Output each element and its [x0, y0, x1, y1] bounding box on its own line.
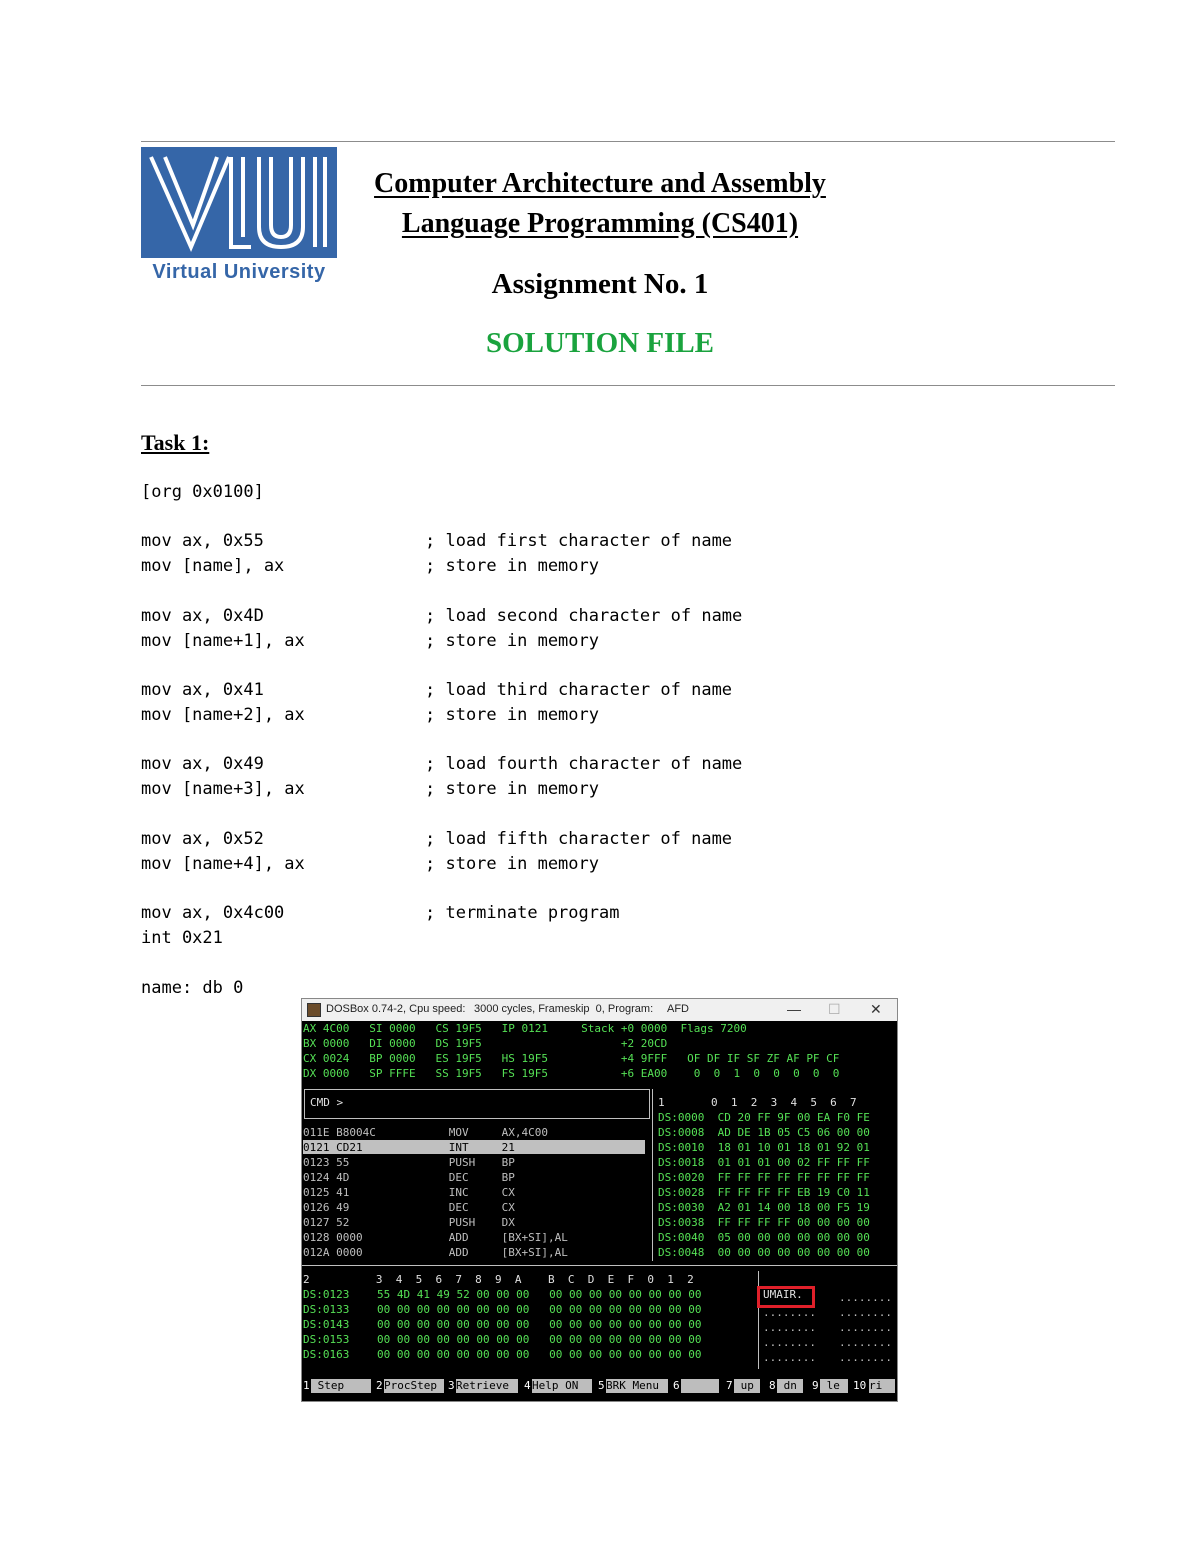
fkey-number: 5	[598, 1379, 605, 1392]
fkey-blank[interactable]	[681, 1379, 719, 1393]
fkey-number: 9	[812, 1379, 819, 1392]
code-comment: ; load first character of name	[425, 531, 733, 551]
code-comment: ; store in memory	[425, 779, 599, 799]
disasm-line: 0125 41 INC CX	[303, 1186, 515, 1199]
data-window-row: DS:0040 05 00 00 00 00 00 00 00	[658, 1231, 870, 1244]
code-line: mov [name+2], ax	[141, 705, 305, 725]
dosbox-app-icon	[307, 1003, 321, 1017]
data-window-row: DS:0028 FF FF FF FF EB 19 C0 11	[658, 1186, 870, 1199]
dosbox-window	[301, 998, 898, 1402]
data-declaration: name: db 0	[141, 978, 244, 998]
dump-hex: 00 00 00 00 00 00 00 00 00 00 00 00 00 00 00 00	[377, 1333, 702, 1346]
dump-address: DS:0163	[303, 1348, 350, 1361]
fkey-retrieve[interactable]: Retrieve	[456, 1379, 518, 1393]
org-directive: [org 0x0100]	[141, 482, 264, 502]
dump-ascii: ........	[763, 1336, 816, 1349]
close-button[interactable]: ✕	[870, 1001, 882, 1017]
dump-ascii: ........	[763, 1306, 816, 1319]
dump-address: DS:0133	[303, 1303, 350, 1316]
fkey-number: 10	[853, 1379, 867, 1392]
code-line: int 0x21	[141, 928, 223, 948]
fkey-brk-menu[interactable]: BRK Menu	[606, 1379, 668, 1393]
task-heading: Task 1:	[141, 430, 210, 455]
dump-ascii: ........	[839, 1351, 892, 1364]
register-line: BX 0000 DI 0000 DS 19F5 +2 20CD	[303, 1037, 668, 1050]
panel-divider	[652, 1089, 653, 1261]
dump-top-rule	[302, 1265, 897, 1266]
register-line: DX 0000 SP FFFE SS 19F5 FS 19F5 +6 EA00 0 0 1 0 0 0 0 0	[303, 1067, 840, 1080]
dump-hex: 55 4D 41 49 52 00 00 00 00 00 00 00 00 00 00 00	[377, 1288, 702, 1301]
minimize-button[interactable]: —	[787, 1001, 801, 1017]
dump-ascii: ........	[763, 1321, 816, 1334]
register-line: CX 0024 BP 0000 ES 19F5 HS 19F5 +4 9FFF OF DF IF SF ZF AF PF CF	[303, 1052, 840, 1065]
data-window-row: DS:0030 A2 01 14 00 18 00 F5 19	[658, 1201, 870, 1214]
fkey-left[interactable]: le	[820, 1379, 848, 1393]
code-line: mov ax, 0x49	[141, 754, 264, 774]
data-window-row: DS:0000 CD 20 FF 9F 00 EA F0 FE	[658, 1111, 870, 1124]
vu-logo-mark	[141, 147, 337, 258]
code-line: mov ax, 0x4c00	[141, 903, 285, 923]
data-window-row: DS:0008 AD DE 1B 05 C5 06 00 00	[658, 1126, 870, 1139]
code-comment: ; load third character of name	[425, 680, 733, 700]
code-line: mov [name], ax	[141, 556, 285, 576]
dump-ascii: ........	[839, 1321, 892, 1334]
code-comment: ; store in memory	[425, 631, 599, 651]
code-line: mov ax, 0x4D	[141, 606, 264, 626]
fkey-help[interactable]: Help ON	[532, 1379, 592, 1393]
disasm-line-current: 0121 CD21 INT 21	[303, 1141, 515, 1154]
fkey-number: 6	[673, 1379, 680, 1392]
dump-address: DS:0123	[303, 1288, 350, 1301]
dump-hex: 00 00 00 00 00 00 00 00 00 00 00 00 00 00 00 00	[377, 1303, 702, 1316]
dump-hex: 00 00 00 00 00 00 00 00 00 00 00 00 00 00 00 00	[377, 1348, 702, 1361]
fkey-number: 2	[376, 1379, 383, 1392]
dump-ascii: ........	[839, 1306, 892, 1319]
disasm-line: 0124 4D DEC BP	[303, 1171, 515, 1184]
code-line: mov [name+3], ax	[141, 779, 305, 799]
code-comment: ; store in memory	[425, 556, 599, 576]
code-comment: ; load second character of name	[425, 606, 743, 626]
fkey-down[interactable]: dn	[777, 1379, 803, 1393]
code-comment: ; terminate program	[425, 903, 620, 923]
code-line: mov ax, 0x55	[141, 531, 264, 551]
register-line: AX 4C00 SI 0000 CS 19F5 IP 0121 Stack +0 0000 Flags 7200	[303, 1022, 747, 1035]
fkey-number: 3	[448, 1379, 455, 1392]
disasm-line: 012A 0000 ADD [BX+SI],AL	[303, 1246, 568, 1259]
code-line: mov [name+1], ax	[141, 631, 305, 651]
data-window-header: 1 0 1 2 3 4 5 6 7	[658, 1096, 857, 1109]
code-comment: ; load fourth character of name	[425, 754, 743, 774]
fkey-step[interactable]: Step	[311, 1379, 371, 1393]
cmd-panel-frame	[304, 1089, 650, 1119]
disasm-line: 0128 0000 ADD [BX+SI],AL	[303, 1231, 568, 1244]
disasm-line: 0127 52 PUSH DX	[303, 1216, 515, 1229]
course-title-line2: Language Programming (CS401)	[401, 208, 799, 239]
data-window-row: DS:0020 FF FF FF FF FF FF FF FF	[658, 1171, 870, 1184]
dosbox-title-bar	[302, 999, 897, 1021]
data-window-row: DS:0018 01 01 01 00 02 FF FF FF	[658, 1156, 870, 1169]
course-title-line1: Computer Architecture and Assembly	[374, 168, 826, 199]
disasm-line: 011E B8004C MOV AX,4C00	[303, 1126, 549, 1139]
dump-hex: 00 00 00 00 00 00 00 00 00 00 00 00 00 00 00 00	[377, 1318, 702, 1331]
dump-header: 2 3 4 5 6 7 8 9 A B C D E F 0 1 2	[303, 1273, 694, 1286]
dosbox-title-cycles: 3000 cycles, Frameskip 0, Program:	[474, 1003, 654, 1015]
logo-text: Virtual University	[152, 261, 326, 283]
code-line: mov ax, 0x52	[141, 829, 264, 849]
top-rule	[141, 141, 1115, 142]
university-logo	[141, 147, 337, 287]
dump-address: DS:0153	[303, 1333, 350, 1346]
fkey-number: 8	[769, 1379, 776, 1392]
maximize-button[interactable]: ☐	[828, 1001, 841, 1017]
function-key-bar	[302, 1377, 897, 1395]
fkey-up[interactable]: up	[734, 1379, 760, 1393]
code-line: mov ax, 0x41	[141, 680, 264, 700]
code-comment: ; store in memory	[425, 854, 599, 874]
fkey-number: 4	[524, 1379, 531, 1392]
dump-ascii: UMAIR.	[763, 1288, 803, 1301]
fkey-right[interactable]: ri	[869, 1379, 895, 1393]
disasm-line: 0123 55 PUSH BP	[303, 1156, 515, 1169]
code-comment: ; store in memory	[425, 705, 599, 725]
data-window-row: DS:0038 FF FF FF FF 00 00 00 00	[658, 1216, 870, 1229]
code-line: mov [name+4], ax	[141, 854, 305, 874]
solution-file-heading: SOLUTION FILE	[485, 327, 715, 359]
dump-address: DS:0143	[303, 1318, 350, 1331]
code-comment: ; load fifth character of name	[425, 829, 733, 849]
dosbox-title-program: AFD	[667, 1003, 689, 1015]
fkey-procstep[interactable]: ProcStep	[384, 1379, 444, 1393]
assignment-title: Assignment No. 1	[491, 268, 709, 300]
fkey-number: 1	[303, 1379, 310, 1392]
fkey-number: 7	[726, 1379, 733, 1392]
data-window-row: DS:0048 00 00 00 00 00 00 00 00	[658, 1246, 870, 1259]
data-window-row: DS:0010 18 01 10 01 18 01 92 01	[658, 1141, 870, 1154]
disasm-line: 0126 49 DEC CX	[303, 1201, 515, 1214]
dump-ascii: ........	[839, 1291, 892, 1304]
dump-ascii: ........	[763, 1351, 816, 1364]
name-highlight-box	[757, 1286, 815, 1308]
dump-ascii: ........	[839, 1336, 892, 1349]
cmd-prompt[interactable]: CMD >	[310, 1096, 344, 1109]
bottom-rule	[141, 385, 1115, 386]
dosbox-title-app: DOSBox 0.74-2, Cpu speed:	[326, 1003, 466, 1015]
